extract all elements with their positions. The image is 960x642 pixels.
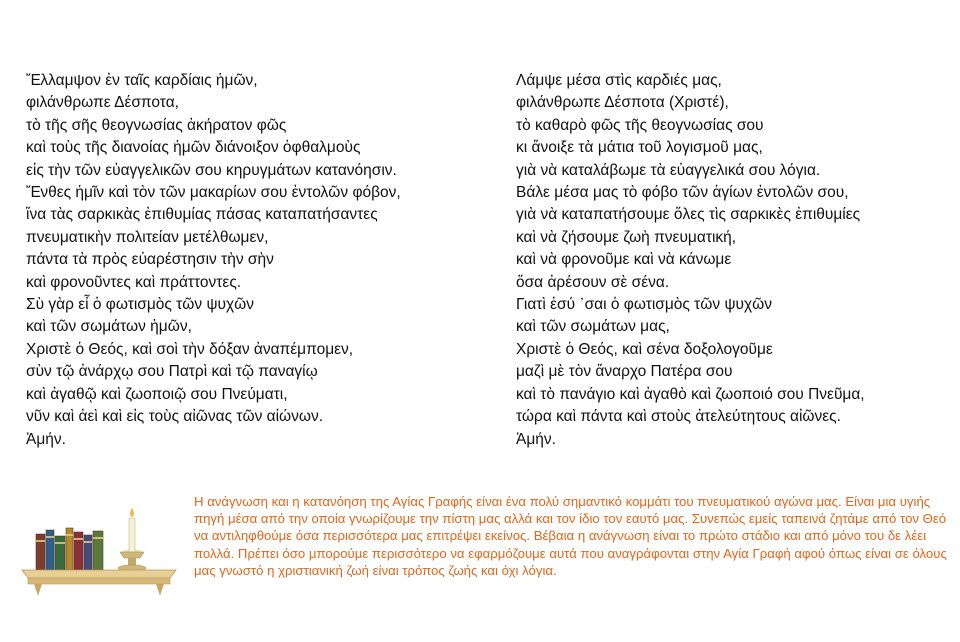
bookshelf-candle-icon	[20, 500, 182, 600]
reading-note: Η ανάγνωση και η κατανόηση της Αγίας Γραφής είναι ένα πολύ σημαντικό κομμάτι του πνευματικού αγώνα μας. Είναι μια υγιής πηγή μέσα από την οποία γνωρίζουμε την πίστη μας αλλά και τον ίδιο τον εαυτό μας. Συνεπώς εμείς ταπεινά ζητάμε από τον Θεό να αντιληφθούμε όσα περισσότερα μας επιτρέψει εκείνος. Βέβαια η ανάγνωση είναι το πρώτο στάδιο και από μόνο του δε λέει πολλά. Πρέπει όσο μπορούμε περισσότερο να εφαρμόζουμε αυτά που αναγράφονται στην Αγία Γραφή αφού όπως είναι σε όλους μας γνωστό η χριστιανική ζωή είναι τρόπος ζωής και όχι λόγια.	[194, 494, 947, 578]
modern-greek-line: καὶ τὸ πανάγιο καὶ ἀγαθὸ καὶ ζωοποιό σου Πνεῦμα,	[516, 385, 865, 403]
book-spine	[74, 532, 83, 570]
ancient-greek-line: καὶ ἀγαθῷ καὶ ζωοποιῷ σου Πνεύματι,	[26, 385, 288, 403]
modern-greek-line: καὶ τῶν σωμάτων μας,	[516, 318, 670, 336]
ancient-greek-line: τὸ τῆς σῆς θεογνωσίας ἀκήρατον φῶς	[26, 116, 287, 134]
ancient-greek-line: νῦν καὶ ἀεὶ καὶ εἰς τοὺς αἰῶνας τῶν αἰώνων.	[26, 408, 324, 426]
modern-greek-line: Γιατὶ ἐσύ ᾿σαι ὁ φωτισμὸς τῶν ψυχῶν	[516, 296, 772, 314]
modern-greek-line: τώρα καὶ πάντα καὶ στοὺς ἀτελεύτητους αἰῶνες.	[516, 408, 841, 426]
shelf-icon	[22, 570, 176, 596]
book-spine	[93, 531, 103, 570]
modern-greek-line: ὅσα ἀρέσουν σὲ σένα.	[516, 273, 670, 291]
ancient-greek-line: καὶ τῶν σωμάτων ἡμῶν,	[26, 318, 192, 336]
book-band	[55, 542, 65, 544]
modern-greek-line: γιὰ νὰ καταλάβωμε τὰ εὐαγγελικά σου λόγια.	[516, 161, 821, 179]
modern-greek-line: καὶ νὰ φρονοῦμε καὶ νὰ κάνωμε	[516, 251, 732, 269]
prayer-modern-greek	[516, 70, 956, 451]
modern-greek-line: γιὰ νὰ καταπατήσουμε ὅλες τὶς σαρκικὲς ἐπιθυμίες	[516, 206, 861, 224]
ancient-greek-line: Χριστὲ ὁ Θεός, καὶ σοὶ τὴν δόξαν ἀναπέμπομεν,	[26, 340, 354, 358]
modern-greek-line: Ἀμήν.	[516, 430, 556, 448]
book-band	[36, 540, 45, 542]
modern-greek-line: τὸ καθαρὸ φῶς τῆς θεογνωσίας σου	[516, 116, 764, 134]
modern-greek-line: Χριστὲ ὁ Θεός, καὶ σένα δοξολογοῦμε	[516, 340, 773, 358]
modern-greek-line: φιλάνθρωπε Δέσποτα (Χριστέ),	[516, 94, 729, 112]
prayer-ancient-greek	[26, 70, 496, 451]
modern-greek-line: καὶ νὰ ζήσουμε ζωὴ πνευματική,	[516, 228, 737, 246]
ancient-greek-line: πνευματικὴν πολιτείαν μετέλθωμεν,	[26, 228, 269, 246]
book-band	[74, 538, 83, 540]
ancient-greek-line: εἰς τὴν τῶν εὐαγγελικῶν σου κηρυγμάτων κατανόησιν.	[26, 161, 397, 179]
ancient-greek-line: Σὺ γὰρ εἶ ὁ φωτισμὸς τῶν ψυχῶν	[26, 296, 254, 314]
modern-greek-line: Λάμψε μέσα στὶς καρδιές μας,	[516, 72, 722, 89]
book-band	[93, 537, 103, 539]
books-icon	[36, 528, 103, 570]
ancient-greek-line: ἵνα τὰς σαρκικὰς ἐπιθυμίας πάσας καταπατήσαντες	[26, 206, 378, 224]
book-spine	[55, 536, 65, 570]
book-band	[66, 534, 73, 536]
ancient-greek-line: Ἀμήν.	[26, 430, 66, 448]
ancient-greek-line: Ἔλλαμψον ἐν ταῖς καρδίαις ἡμῶν,	[26, 72, 258, 89]
modern-greek-line: κι ἄνοιξε τὰ μάτια τοῦ λογισμοῦ μας,	[516, 139, 763, 157]
ancient-greek-line: καὶ φρονοῦντες καὶ πράττοντες.	[26, 273, 242, 291]
modern-greek-line: Βάλε μέσα μας τὸ φόβο τῶν ἁγίων ἐντολῶν σου,	[516, 184, 849, 202]
book-band	[84, 541, 92, 543]
ancient-greek-line: φιλάνθρωπε Δέσποτα,	[26, 94, 179, 112]
ancient-greek-line: σὺν τῷ ἀνάρχῳ σου Πατρὶ καὶ τῷ παναγίῳ	[26, 363, 318, 381]
book-band	[46, 536, 54, 538]
ancient-greek-line: πάντα τὰ πρὸς εὐαρέστησιν τὴν σὴν	[26, 251, 274, 269]
ancient-greek-line: καὶ τοὺς τῆς διανοίας ἡμῶν διάνοιξον ὀφθαλμοὺς	[26, 139, 361, 157]
book-spine	[84, 535, 92, 570]
candle-icon	[118, 508, 146, 571]
modern-greek-line: μαζὶ μὲ τὸν ἄναρχο Πατέρα σου	[516, 363, 733, 381]
book-spine	[36, 534, 45, 570]
ancient-greek-line: Ἔνθες ἡμῖν καὶ τὸν τῶν μακαρίων σου ἐντολῶν φόβον,	[26, 184, 401, 202]
